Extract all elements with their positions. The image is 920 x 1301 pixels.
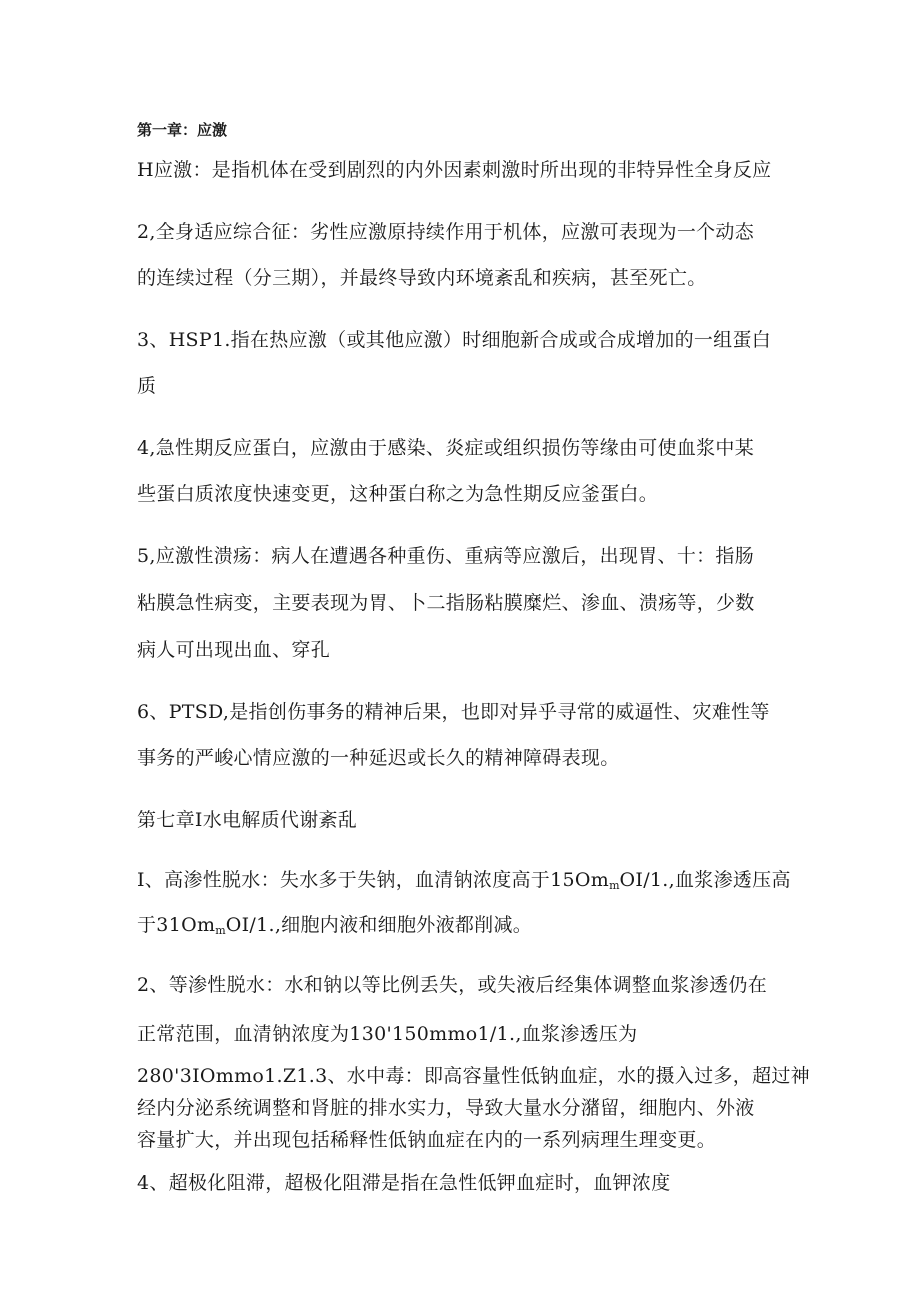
text-line: 4、超极化阻滞，超极化阻滞是指在急性低钾血症时，血钾浓度 bbox=[137, 1172, 671, 1194]
text-line: 些蛋白质浓度快速变更，这种蛋白称之为急性期反应釜蛋白。 bbox=[137, 483, 659, 505]
subscript: m bbox=[215, 924, 226, 937]
text-line: 2、等渗性脱水：水和钠以等比例丢失，或失液后经集体调整血浆渗透仍在 bbox=[137, 974, 767, 996]
text-line: 质 bbox=[137, 375, 157, 397]
text-line: 280'3IOmmo1.Z1.3、水中毒：即高容量性低钠血症，水的摄入过多，超过神 bbox=[137, 1065, 810, 1087]
text-fragment: 于31Om bbox=[137, 914, 216, 936]
text-line bbox=[137, 913, 532, 943]
subscript: m bbox=[609, 879, 620, 892]
text-line: 正常范围，血清钠浓度为130'150mmo1/1.,血浆渗透压为 bbox=[137, 1023, 638, 1045]
text-line: 2,全身适应综合征：劣性应激原持续作用于机体，应激可表现为一个动态 bbox=[137, 221, 755, 243]
text-line: 的连续过程（分三期），并最终导致内环境紊乱和疾病，甚至死亡。 bbox=[137, 267, 707, 289]
text-line: 4,急性期反应蛋白，应激由于感染、炎症或组织损伤等缘由可使血浆中某 bbox=[137, 437, 755, 459]
text-line: 事务的严峻心情应激的一种延迟或长久的精神障碍表现。 bbox=[137, 747, 620, 769]
text-line: 5,应激性溃疡：病人在遭遇各种重伤、重病等应激后，出现胃、十：指肠 bbox=[137, 545, 755, 567]
text-fragment: OI/1.,血浆渗透压高 bbox=[619, 869, 791, 891]
text-fragment: I、高渗性脱水：失水多于失钠，血清钠浓度高于15Om bbox=[137, 869, 610, 891]
text-line: 病人可出现出血、穿孔 bbox=[137, 639, 331, 661]
text-line: 3、HSP1.指在热应激（或其他应激）时细胞新合成或合成增加的一组蛋白 bbox=[137, 329, 772, 351]
text-fragment: OI/1.,细胞内液和细胞外液都削减。 bbox=[225, 914, 533, 936]
text-line: 容量扩大，并出现包括稀释性低钠血症在内的一系列病理生理变更。 bbox=[137, 1129, 717, 1151]
section-heading: 第七章I水电解质代谢紊乱 bbox=[137, 809, 358, 831]
text-line: H应激：是指机体在受到剧烈的内外因素刺激时所出现的非特异性全身反应 bbox=[137, 159, 772, 181]
chapter-heading: 第一章：应激 bbox=[137, 121, 228, 139]
text-line: 粘膜急性病变，主要表现为胃、卜二指肠粘膜糜烂、渗血、溃疡等，少数 bbox=[137, 592, 755, 614]
text-line bbox=[137, 868, 791, 898]
text-line: 6、PTSD,是指创伤事务的精神后果，也即对异乎寻常的威逼性、灾难性等 bbox=[137, 701, 770, 723]
text-line: 经内分泌系统调整和肾脏的排水实力，导致大量水分潴留，细胞内、外液 bbox=[137, 1097, 755, 1119]
